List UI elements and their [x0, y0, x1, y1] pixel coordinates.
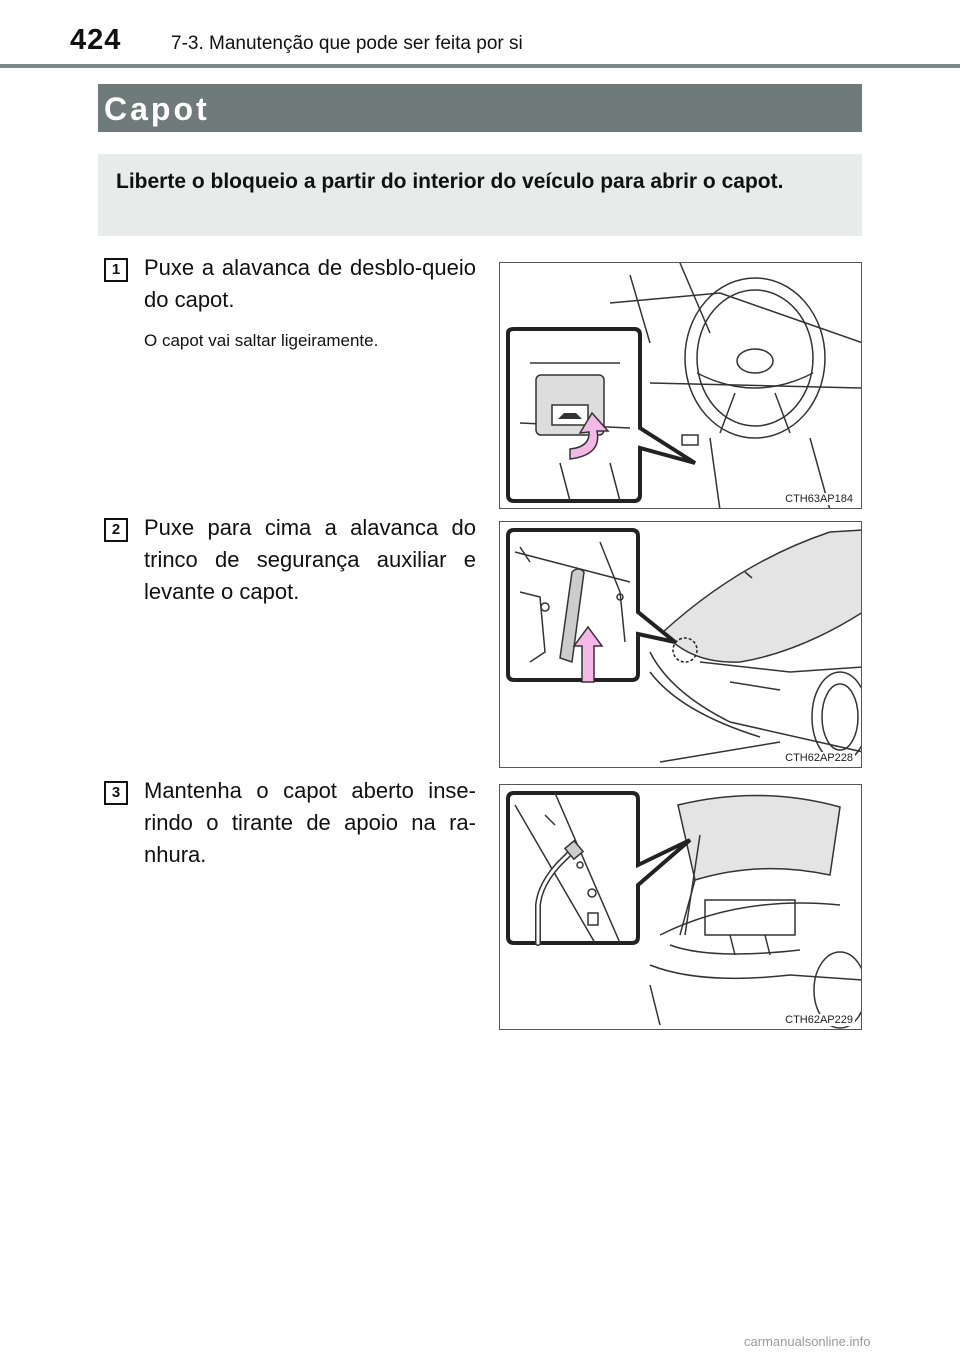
step-note: O capot vai saltar ligeiramente.	[144, 331, 379, 350]
figure-code: CTH62AP229	[785, 1014, 853, 1026]
intro-text: Liberte o bloqueio a partir do interior do veículo para abrir o capot.	[116, 170, 784, 193]
figure-auxiliary-catch-lever	[499, 521, 862, 768]
hood-release-lever-illustration	[500, 263, 862, 509]
step-1	[104, 255, 476, 378]
auxiliary-catch-lever-illustration	[500, 522, 862, 768]
step-3	[104, 778, 476, 881]
step-text: Puxe a alavanca de desblo-queio do capot.	[144, 255, 476, 312]
step-text: Puxe para cima a alavanca do trinco de segurança auxiliar e levante o capot.	[144, 515, 476, 604]
page-header	[0, 0, 960, 70]
chapter-title: 7-3. Manutenção que pode ser feita por si	[171, 33, 523, 54]
step-text: Mantenha o capot aberto inse-rindo o tirante de apoio na ra-nhura.	[144, 778, 476, 867]
page-number: 424	[70, 24, 122, 56]
figure-code: CTH62AP228	[785, 752, 853, 764]
section-title: Capot	[104, 91, 210, 127]
step-number-badge: 3	[104, 781, 128, 805]
section-title-band	[98, 84, 862, 132]
watermark: carmanualsonline.info	[744, 1334, 871, 1349]
step-number-badge: 1	[104, 258, 128, 282]
header-divider	[0, 64, 960, 68]
step-number-badge: 2	[104, 518, 128, 542]
figure-support-rod	[499, 784, 862, 1030]
step-2	[104, 515, 476, 618]
figure-code: CTH63AP184	[785, 493, 853, 505]
support-rod-illustration	[500, 785, 862, 1030]
figure-hood-release-lever	[499, 262, 862, 509]
